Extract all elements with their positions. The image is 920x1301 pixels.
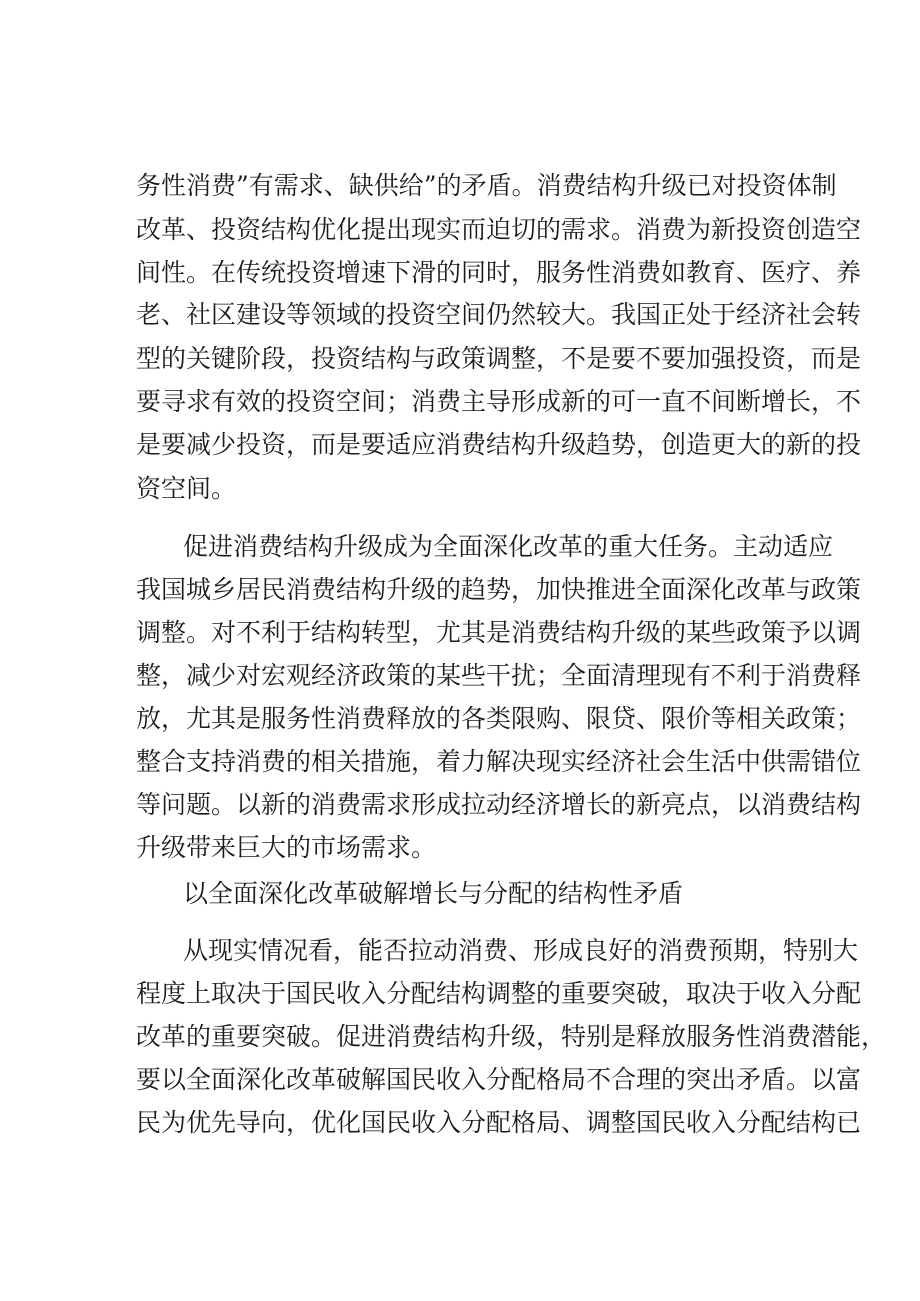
- paragraph-2-line: 升级带来巨大的市场需求。: [136, 833, 437, 862]
- paragraph-1-line: 老、社区建设等领域的投资空间仍然较大。我国正处于经济社会转: [136, 300, 862, 329]
- paragraph-3-line: 民为优先导向，优化国民收入分配格局、调整国民收入分配结构已: [136, 1108, 862, 1137]
- paragraph-1-line: 要寻求有效的投资空间；消费主导形成新的可一直不间断增长，不: [136, 387, 862, 416]
- paragraph-1-line: 间性。在传统投资增速下滑的同时，服务性消费如教育、医疗、养: [136, 258, 862, 287]
- paragraph-1-line: 改革、投资结构优化提出现实而迫切的需求。消费为新投资创造空: [136, 215, 862, 244]
- paragraph-3-line: 要以全面深化改革破解国民收入分配格局不合理的突出矛盾。以富: [136, 1065, 862, 1094]
- paragraph-3-line: 从现实情况看，能否拉动消费、形成良好的消费预期，特别大: [183, 936, 859, 965]
- paragraph-2-line: 等问题。以新的消费需求形成拉动经济增长的新亮点，以消费结构: [136, 790, 862, 819]
- paragraph-1-line: 型的关键阶段，投资结构与政策调整，不是要不要加强投资，而是: [136, 344, 862, 373]
- paragraph-2-line: 整合支持消费的相关措施，着力解决现实经济社会生活中供需错位: [136, 747, 862, 776]
- paragraph-3-line: 程度上取决于国民收入分配结构调整的重要突破，取决于收入分配: [136, 979, 862, 1008]
- section-heading: 以全面深化改革破解增长与分配的结构性矛盾: [183, 879, 684, 908]
- paragraph-3-line: 改革的重要突破。促进消费结构升级，特别是释放服务性消费潜能，: [136, 1022, 887, 1051]
- paragraph-2-line: 我国城乡居民消费结构升级的趋势，加快推进全面深化改革与政策: [136, 575, 862, 604]
- paragraph-1-line: 是要减少投资，而是要适应消费结构升级趋势，创造更大的新的投: [136, 430, 862, 459]
- paragraph-2-line: 促进消费结构升级成为全面深化改革的重大任务。主动适应: [183, 532, 834, 561]
- paragraph-2-line: 整，减少对宏观经济政策的某些干扰；全面清理现有不利于消费释: [136, 661, 862, 690]
- paragraph-1-line: 务性消费”有需求、缺供给”的矛盾。消费结构升级已对投资体制: [136, 171, 837, 200]
- paragraph-2-line: 调整。对不利于结构转型，尤其是消费结构升级的某些政策予以调: [136, 618, 862, 647]
- paragraph-2-line: 放，尤其是服务性消费释放的各类限购、限贷、限价等相关政策；: [136, 704, 862, 733]
- paragraph-1-line: 资空间。: [136, 474, 237, 503]
